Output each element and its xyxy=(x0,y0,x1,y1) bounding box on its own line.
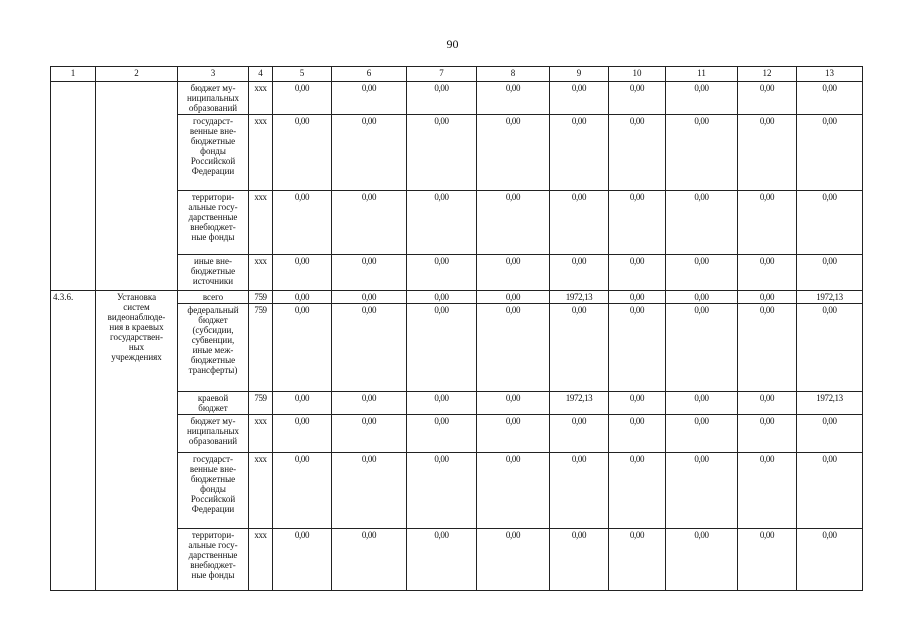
value-cell: 0,00 xyxy=(550,453,609,529)
event-code: 4.3.6. xyxy=(51,291,96,591)
value-cell: 0,00 xyxy=(609,529,666,591)
funding-source-line: внебюджет- xyxy=(190,560,236,570)
funding-source-line: фонды xyxy=(200,146,226,156)
value-cell: 0,00 xyxy=(407,82,477,115)
value-cell: 0,00 xyxy=(738,304,797,392)
funding-source-line: образований xyxy=(188,436,238,446)
value-cell: 0,00 xyxy=(273,115,332,191)
page-number: 90 xyxy=(446,37,459,51)
value-cell: 0,00 xyxy=(738,392,797,415)
funding-source-line: ниципальных xyxy=(186,426,240,436)
funding-source-line: бюджет xyxy=(198,315,228,325)
value-cell: 0,00 xyxy=(407,529,477,591)
value-cell: 0,00 xyxy=(666,304,738,392)
funding-source-line: дарственные xyxy=(188,550,238,560)
event-name-line: государствен- xyxy=(109,332,163,342)
value-cell: 0,00 xyxy=(609,82,666,115)
column-header: 9 xyxy=(550,67,609,82)
value-cell: 1972,13 xyxy=(797,291,863,304)
budget-code-cell: xxx xyxy=(249,115,273,191)
value-cell: 0,00 xyxy=(738,291,797,304)
funding-source-line: Российской xyxy=(190,156,236,166)
value-cell: 0,00 xyxy=(477,115,550,191)
funding-source-line: ные фонды xyxy=(191,570,235,580)
value-cell: 0,00 xyxy=(550,529,609,591)
budget-code-cell: xxx xyxy=(249,415,273,453)
event-name-line: видеонаблюде- xyxy=(107,312,166,322)
funding-source-line: иные меж- xyxy=(192,345,234,355)
funding-source-line: источники xyxy=(192,276,234,286)
value-cell: 0,00 xyxy=(666,392,738,415)
value-cell: 0,00 xyxy=(477,304,550,392)
column-header: 12 xyxy=(738,67,797,82)
funding-source-line: краевой xyxy=(197,393,229,403)
value-cell: 0,00 xyxy=(797,529,863,591)
funding-source-line: альные госу- xyxy=(188,540,238,550)
value-cell: 0,00 xyxy=(407,115,477,191)
funding-source-line: бюджетные xyxy=(190,355,236,365)
value-cell: 0,00 xyxy=(738,191,797,255)
budget-code-cell: 759 xyxy=(249,304,273,392)
funding-source-line: бюджетные xyxy=(190,474,236,484)
value-cell: 0,00 xyxy=(666,453,738,529)
value-cell: 0,00 xyxy=(738,82,797,115)
event-name-line: учреждениях xyxy=(111,352,162,362)
value-cell: 0,00 xyxy=(407,415,477,453)
value-cell: 0,00 xyxy=(609,255,666,291)
value-cell: 0,00 xyxy=(273,291,332,304)
value-cell: 0,00 xyxy=(477,191,550,255)
value-cell: 0,00 xyxy=(332,291,407,304)
value-cell: 0,00 xyxy=(407,453,477,529)
value-cell: 0,00 xyxy=(738,115,797,191)
value-cell: 0,00 xyxy=(332,82,407,115)
empty-name-cell xyxy=(96,82,178,291)
value-cell: 0,00 xyxy=(666,415,738,453)
value-cell: 0,00 xyxy=(273,529,332,591)
funding-source-line: государст- xyxy=(193,116,233,126)
funding-source-line: дарственные xyxy=(188,212,238,222)
funding-source-line: территори- xyxy=(191,530,235,540)
event-name-line: систем xyxy=(123,302,150,312)
column-header: 11 xyxy=(666,67,738,82)
budget-code-cell: xxx xyxy=(249,529,273,591)
funding-source-line: Федерации xyxy=(191,166,235,176)
value-cell: 0,00 xyxy=(609,115,666,191)
value-cell: 0,00 xyxy=(609,392,666,415)
value-cell: 0,00 xyxy=(332,304,407,392)
funding-source-line: бюджет xyxy=(198,403,228,413)
funding-source-cell xyxy=(178,453,249,529)
funding-source-cell xyxy=(178,255,249,291)
value-cell: 0,00 xyxy=(797,304,863,392)
funding-source-cell xyxy=(178,529,249,591)
budget-table xyxy=(50,66,863,591)
column-header: 2 xyxy=(96,67,178,82)
event-name xyxy=(96,291,178,591)
funding-source-line: субвенции, xyxy=(191,335,235,345)
budget-code-cell: xxx xyxy=(249,191,273,255)
value-cell: 0,00 xyxy=(477,255,550,291)
value-cell: 1972,13 xyxy=(550,392,609,415)
value-cell: 0,00 xyxy=(738,255,797,291)
table-row xyxy=(51,291,863,304)
value-cell: 0,00 xyxy=(609,191,666,255)
budget-code-cell: xxx xyxy=(249,453,273,529)
value-cell: 0,00 xyxy=(332,115,407,191)
value-cell: 0,00 xyxy=(609,415,666,453)
value-cell: 0,00 xyxy=(477,392,550,415)
value-cell: 0,00 xyxy=(273,82,332,115)
funding-source-line: всего xyxy=(202,292,224,302)
funding-source-line: внебюджет- xyxy=(190,222,236,232)
funding-source-cell xyxy=(178,115,249,191)
value-cell: 0,00 xyxy=(477,82,550,115)
value-cell: 0,00 xyxy=(273,255,332,291)
value-cell: 1972,13 xyxy=(797,392,863,415)
value-cell: 0,00 xyxy=(550,255,609,291)
value-cell: 0,00 xyxy=(609,304,666,392)
value-cell: 0,00 xyxy=(332,392,407,415)
funding-source-line: образований xyxy=(188,103,238,113)
funding-source-line: бюджетные xyxy=(190,266,236,276)
value-cell: 0,00 xyxy=(477,415,550,453)
value-cell: 0,00 xyxy=(550,115,609,191)
value-cell: 0,00 xyxy=(797,115,863,191)
value-cell: 0,00 xyxy=(407,291,477,304)
column-header: 10 xyxy=(609,67,666,82)
budget-code-cell: xxx xyxy=(249,255,273,291)
column-header: 7 xyxy=(407,67,477,82)
value-cell: 0,00 xyxy=(666,255,738,291)
value-cell: 0,00 xyxy=(332,255,407,291)
value-cell: 0,00 xyxy=(407,255,477,291)
funding-source-cell xyxy=(178,415,249,453)
funding-source-line: бюджетные xyxy=(190,136,236,146)
value-cell: 0,00 xyxy=(273,392,332,415)
column-header: 1 xyxy=(51,67,96,82)
column-header: 8 xyxy=(477,67,550,82)
value-cell: 0,00 xyxy=(332,529,407,591)
funding-source-line: ниципальных xyxy=(186,93,240,103)
funding-source-line: бюджет му- xyxy=(190,416,236,426)
funding-source-line: фонды xyxy=(200,484,226,494)
header-row xyxy=(51,67,863,82)
funding-source-line: Федерации xyxy=(191,504,235,514)
funding-source-line: трансферты) xyxy=(188,365,238,375)
funding-source-line: территори- xyxy=(191,192,235,202)
value-cell: 0,00 xyxy=(477,529,550,591)
value-cell: 0,00 xyxy=(666,191,738,255)
value-cell: 0,00 xyxy=(797,415,863,453)
value-cell: 0,00 xyxy=(666,82,738,115)
empty-code-cell xyxy=(51,82,96,291)
column-header: 3 xyxy=(178,67,249,82)
funding-source-line: Российской xyxy=(190,494,236,504)
value-cell: 0,00 xyxy=(407,392,477,415)
funding-source-line: государст- xyxy=(193,454,233,464)
value-cell: 0,00 xyxy=(666,529,738,591)
value-cell: 0,00 xyxy=(332,191,407,255)
value-cell: 0,00 xyxy=(332,453,407,529)
value-cell: 0,00 xyxy=(666,115,738,191)
value-cell: 0,00 xyxy=(797,453,863,529)
funding-source-line: (субсидии, xyxy=(192,325,234,335)
funding-source-cell xyxy=(178,191,249,255)
funding-source-cell xyxy=(178,82,249,115)
value-cell: 0,00 xyxy=(666,291,738,304)
value-cell: 0,00 xyxy=(550,82,609,115)
funding-source-line: ные фонды xyxy=(191,232,235,242)
value-cell: 0,00 xyxy=(550,304,609,392)
funding-source-cell xyxy=(178,304,249,392)
value-cell: 0,00 xyxy=(797,82,863,115)
budget-code-cell: 759 xyxy=(249,392,273,415)
budget-code-cell: xxx xyxy=(249,82,273,115)
value-cell: 0,00 xyxy=(550,191,609,255)
value-cell: 0,00 xyxy=(273,453,332,529)
funding-source-line: иные вне- xyxy=(194,256,232,266)
value-cell: 0,00 xyxy=(609,291,666,304)
funding-source-line: альные госу- xyxy=(188,202,238,212)
value-cell: 0,00 xyxy=(738,529,797,591)
column-header: 13 xyxy=(797,67,863,82)
funding-source-line: федеральный xyxy=(187,305,239,315)
value-cell: 0,00 xyxy=(550,415,609,453)
value-cell: 0,00 xyxy=(738,453,797,529)
value-cell: 0,00 xyxy=(273,191,332,255)
value-cell: 0,00 xyxy=(332,415,407,453)
value-cell: 0,00 xyxy=(273,415,332,453)
value-cell: 0,00 xyxy=(273,304,332,392)
value-cell: 1972,13 xyxy=(550,291,609,304)
funding-source-line: венные вне- xyxy=(189,464,237,474)
event-name-line: ния в краевых xyxy=(109,322,164,332)
value-cell: 0,00 xyxy=(609,453,666,529)
event-name-line: ных xyxy=(128,342,145,352)
funding-source-line: бюджет му- xyxy=(190,83,236,93)
column-header: 5 xyxy=(273,67,332,82)
value-cell: 0,00 xyxy=(797,191,863,255)
value-cell: 0,00 xyxy=(477,291,550,304)
value-cell: 0,00 xyxy=(738,415,797,453)
value-cell: 0,00 xyxy=(407,304,477,392)
column-header: 4 xyxy=(249,67,273,82)
funding-source-cell xyxy=(178,392,249,415)
column-header: 6 xyxy=(332,67,407,82)
budget-code-cell: 759 xyxy=(249,291,273,304)
table-row xyxy=(51,82,863,115)
funding-source-cell xyxy=(178,291,249,304)
value-cell: 0,00 xyxy=(797,255,863,291)
funding-source-line: венные вне- xyxy=(189,126,237,136)
event-name-line: Установка xyxy=(116,292,157,302)
value-cell: 0,00 xyxy=(477,453,550,529)
value-cell: 0,00 xyxy=(407,191,477,255)
